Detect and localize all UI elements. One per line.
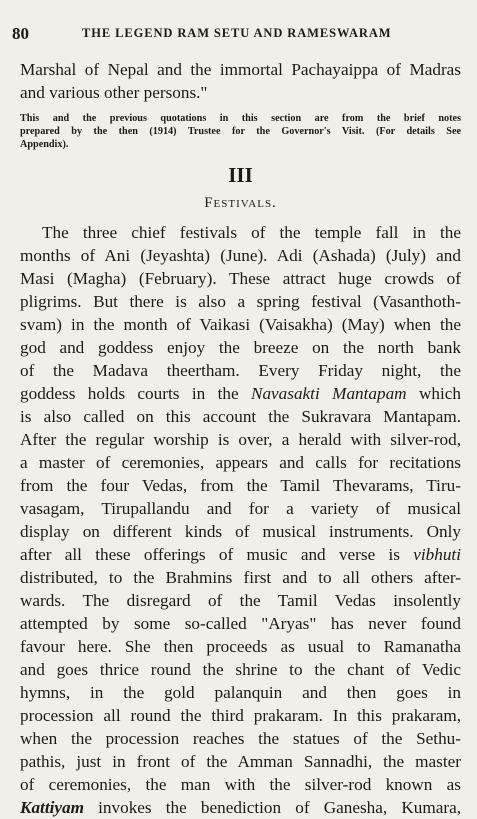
section-number: III (228, 163, 253, 187)
page-body (20, 58, 461, 819)
note-line: prepared by the then (1914) Trustee for the Governor's Visit. (For details See (20, 126, 461, 137)
text-line: is also called on this account the Sukravara Mantapam. (20, 407, 461, 426)
festivals-paragraph (20, 221, 461, 819)
text-line: from the four Vedas, from the Tamil Thevarams, Tiru- (20, 476, 461, 495)
text-line: of the Madava theertham. Every Friday night, the (20, 361, 461, 380)
text-line: vasagam, Tirupallandu and for a variety of musical (20, 499, 461, 518)
page-header (12, 22, 463, 46)
text-line (20, 382, 461, 405)
text-line: Masi (Magha) (February). These attract huge crowds of (20, 269, 461, 288)
text-line: wards. The disregard of the Tamil Vedas insolently (20, 591, 461, 610)
text-line: hymns, in the gold palanquin and then goes in (20, 683, 461, 702)
text-line: of ceremonies, the man with the silver-rod known as (20, 775, 461, 794)
text-line: procession all round the third prakaram. In this prakaram, (20, 706, 461, 725)
text-line: and various other persons." (20, 83, 208, 102)
text-line: The three chief festivals of the temple fall in the (42, 223, 461, 242)
text-run: goddess holds courts in the (20, 384, 251, 403)
text-line (20, 796, 461, 819)
text-line: After the regular worship is over, a herald with silver-rod, (20, 430, 461, 449)
text-line: pathis, just in front of the Amman Sannadhi, the master (20, 752, 461, 771)
text-line: favour here. She then proceeds as usual to Ramanatha (20, 637, 461, 656)
text-line: pligrims. But there is also a spring festival (Vasanthoth- (20, 292, 461, 311)
text-line: svam) in the month of Vaikasi (Vaisakha) (May) when the (20, 315, 461, 334)
text-line: display on different kinds of musical instruments. Only (20, 522, 461, 541)
running-head: THE LEGEND RAM SETU AND RAMESWARAM (82, 26, 392, 40)
text-line: a master of ceremonies, appears and calls for recitations (20, 453, 461, 472)
source-note (20, 112, 461, 151)
text-line: Marshal of Nepal and the immortal Pachayaippa of Madras (20, 60, 461, 79)
section-title: Festivals. (204, 195, 277, 211)
note-line: Appendix). (20, 139, 69, 150)
italic-term: vibhuti (413, 545, 461, 564)
note-line: This and the previous quotations in this section are from the brief notes (20, 113, 461, 124)
page-number: 80 (12, 24, 29, 43)
text-line: and goes thrice round the shrine to the chant of Vedic (20, 660, 461, 679)
text-run: invokes the benediction of Ganesha, Kumara, (83, 798, 461, 817)
text-line: god and goddess enjoy the breeze on the north bank (20, 338, 461, 357)
text-line: distributed, to the Brahmins first and to all others after- (20, 568, 461, 587)
text-line: attempted by some so-called "Aryas" has never found (20, 614, 461, 633)
text-run: which (406, 384, 462, 403)
italic-term: Navasakti Mantapam (250, 384, 407, 403)
continued-text (20, 58, 461, 104)
bold-italic-term: Kattiyam (20, 798, 84, 817)
text-line: when the procession reaches the statues of the Sethu- (20, 729, 461, 748)
text-run: after all these offerings of music and verse is (20, 545, 414, 564)
text-line (20, 543, 461, 566)
text-line: months of Ani (Jeyashta) (June). Adi (Ashada) (July) and (20, 246, 461, 265)
